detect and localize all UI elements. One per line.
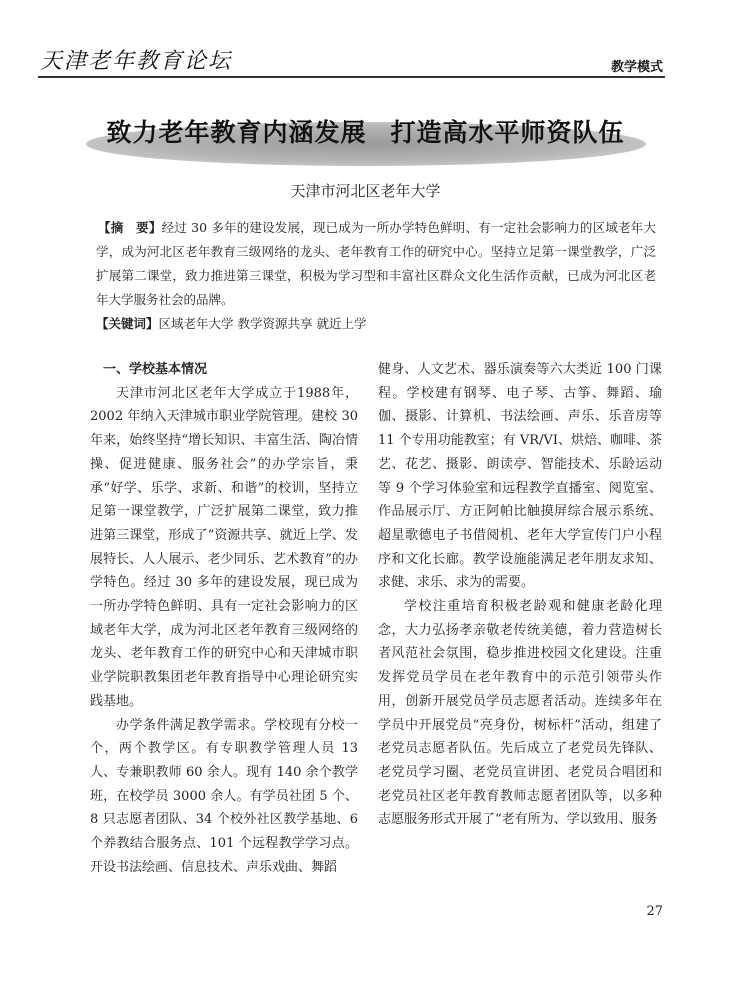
section-label: 教学模式 (610, 60, 663, 75)
paragraph: 天津市河北区老年大学成立于1988年，2002 年纳入天津城市职业学院管理。建校 30 年来，始终坚持“增长知识、丰富生活、陶冶情操、促进健康、服务社会”的办学宗旨，秉承“好学、乐学、求新、和谐”的校训，坚持立足第一课堂教学，广泛扩展第二课堂，致力推进第三课堂，形成了“资源共享、就近上学、发展特长、人人展示、老少同乐、艺术教育”的办学特色。经过 30 多年的建设发展，现已成为一所办学特色鲜明、具有一定社会影响力的区域老年大学，成为河北区老年教育三级网络的龙头、老年教育工作的研究中心和天津城市职业学院职教集团老年教育指导中心理论研究实践基地。 (90, 385, 358, 709)
abstract-label: 【摘 要】 (98, 220, 162, 235)
title-part-2: 打造高水平师资队伍 (390, 118, 625, 147)
left-column (90, 358, 358, 879)
section-heading: 一、学校基本情况 (103, 362, 208, 377)
header-divider (38, 76, 665, 78)
paragraph: 学校注重培育积极老龄观和健康老龄化理念，大力弘扬孝亲敬老传统美德，着力营造树长者风范社会氛围，稳步推进校园文化建设。注重发挥党员学员在老年教育中的示范引领带头作用，创新开展党员学员志愿者活动。连续多年在学员中开展党员“亮身份，树标杆”活动，组建了老党员志愿者队伍。先后成立了老党员先锋队、老党员学习圈、老党员宣讲团、老党员合唱团和老党员社区老年教育教师志愿者团队等，以多种志愿服务形式开展了“老有所为、学以致用、服务 (378, 599, 662, 828)
keywords-text: 区域老年大学 教学资源共享 就近上学 (158, 316, 367, 331)
keywords-label: 【关键词】 (96, 316, 159, 331)
abstract-text: 经过 30 多年的建设发展，现已成为一所办学特色鲜明、有一定社会影响力的区域老年大学，成为河北区老年教育三级网络的龙头、老年教育工作的研究中心。坚持立足第一课堂教学，广泛扩展第二课堂，致力推进第三课堂，积极为学习型和丰富社区群众文化生活作贡献，已成为河北区老年大学服务社会的品牌。 (96, 220, 656, 307)
page-number: 27 (646, 904, 663, 919)
keywords (96, 312, 656, 336)
paragraph: 办学条件满足教学需求。学校现有分校一个，两个教学区。有专职教学管理人员 13 人、专兼职教师 60 余人。现有 140 余个教学班，在校学员 3000 余人。有学员社团 5 个、8 只志愿者团队、34 个校外社区教学基地、6 个养教结合服务点、101 个远程教学学习点。开设书法绘画、信息技术、声乐戏曲、舞蹈 (90, 717, 358, 875)
abstract (96, 216, 656, 312)
paragraph: 健身、人文艺术、器乐演奏等六大类近 100 门课程。学校建有钢琴、电子琴、古筝、舞蹈、瑜伽、摄影、计算机、书法绘画、声乐、乐音房等 11 个专用功能教室；有 VR/VI、烘焙、咖啡、茶艺、花艺、摄影、朗读亭、智能技术、乐龄运动等 9 个学习体验室和远程教学直播室、阅览室、作品展示厅、方正阿帕比触摸屏综合展示系统、超星歌德电子书借阅机、老年大学宣传门户小程序和文化长廊。教学设施能满足老年朋友求知、求健、求乐、求为的需要。 (378, 362, 662, 591)
article-title (60, 113, 671, 149)
journal-logo: 天津老年教育论坛 (40, 49, 233, 74)
right-column (378, 358, 662, 832)
title-part-1: 致力老年教育内涵发展 (106, 118, 367, 147)
article-author: 天津市河北区老年大学 (290, 182, 441, 200)
